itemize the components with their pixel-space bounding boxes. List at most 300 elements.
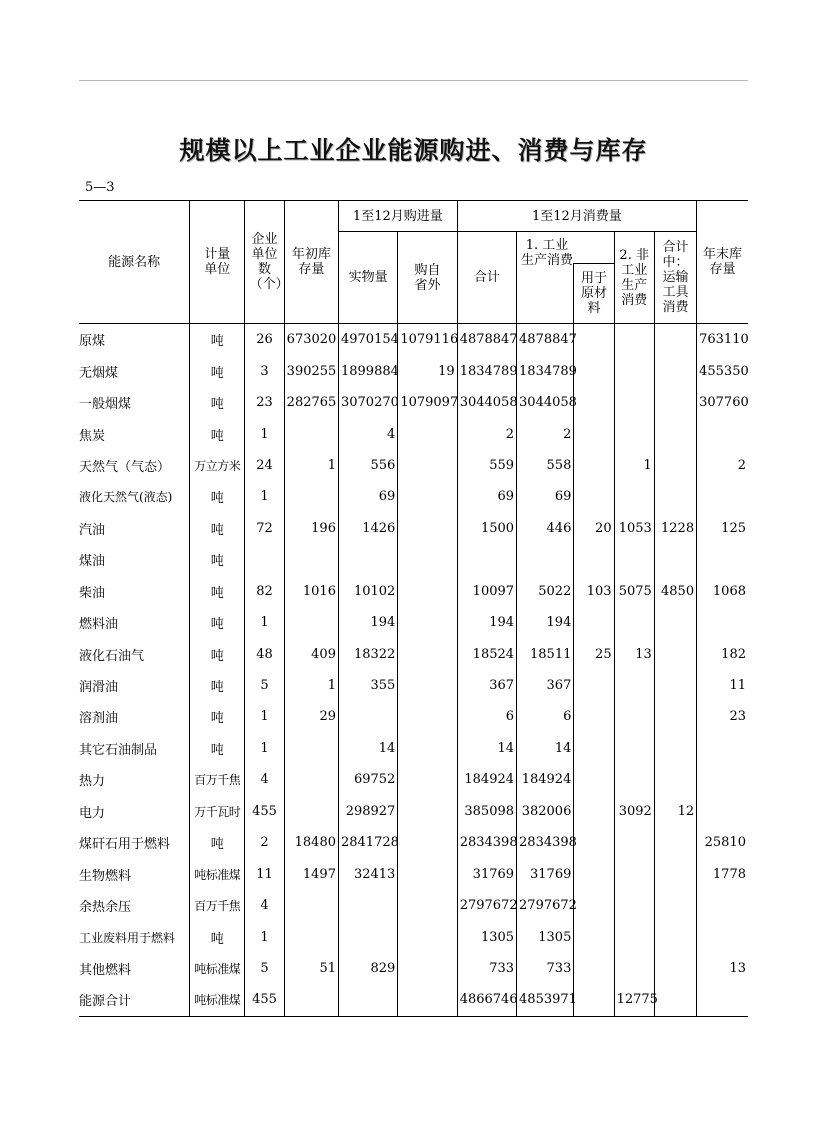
raw-material-cell xyxy=(574,858,614,889)
consumption-total-cell: 14 xyxy=(457,733,516,764)
consumption-total-cell: 367 xyxy=(457,670,516,701)
non-industrial-cell xyxy=(614,355,654,386)
consumption-total-cell: 2 xyxy=(457,418,516,449)
transport-cell xyxy=(654,355,696,386)
purchase-outside-cell xyxy=(398,701,457,732)
non-industrial-cell xyxy=(614,670,654,701)
purchase-outside-cell: 19 xyxy=(398,355,457,386)
opening-stock-cell xyxy=(284,481,338,512)
consumption-total-cell: 2797672 xyxy=(457,890,516,921)
physical-amount-cell: 10102 xyxy=(338,576,397,607)
closing-stock-cell xyxy=(697,544,748,575)
consumption-total-cell: 184924 xyxy=(457,764,516,795)
opening-stock-cell: 282765 xyxy=(284,387,338,418)
purchase-outside-cell xyxy=(398,513,457,544)
opening-stock-cell xyxy=(284,921,338,952)
physical-amount-cell xyxy=(338,890,397,921)
raw-material-cell xyxy=(574,670,614,701)
closing-stock-cell xyxy=(697,481,748,512)
company-count-cell: 3 xyxy=(245,355,284,386)
header-physical-amount: 实物量 xyxy=(338,232,397,324)
energy-name-cell: 余热余压 xyxy=(79,890,190,921)
non-industrial-cell: 13 xyxy=(614,638,654,669)
industrial-consumption-cell: 3044058 xyxy=(517,387,574,418)
company-count-cell xyxy=(245,544,284,575)
closing-stock-cell: 182 xyxy=(697,638,748,669)
company-count-cell: 4 xyxy=(245,890,284,921)
consumption-total-cell: 10097 xyxy=(457,576,516,607)
raw-material-cell xyxy=(574,953,614,984)
energy-name-cell: 热力 xyxy=(79,764,190,795)
opening-stock-cell xyxy=(284,544,338,575)
physical-amount-cell: 556 xyxy=(338,450,397,481)
non-industrial-cell: 12775 xyxy=(614,984,654,1016)
physical-amount-cell: 194 xyxy=(338,607,397,638)
consumption-total-cell xyxy=(457,544,516,575)
raw-material-cell xyxy=(574,984,614,1016)
purchase-outside-cell xyxy=(398,764,457,795)
table-row xyxy=(79,513,748,544)
non-industrial-cell xyxy=(614,827,654,858)
table-row xyxy=(79,324,748,356)
transport-cell xyxy=(654,890,696,921)
closing-stock-cell xyxy=(697,921,748,952)
closing-stock-cell xyxy=(697,607,748,638)
transport-cell: 4850 xyxy=(654,576,696,607)
table-row xyxy=(79,607,748,638)
header-company-count: 企业单位数（个） xyxy=(245,201,284,324)
purchase-outside-cell xyxy=(398,733,457,764)
opening-stock-cell: 409 xyxy=(284,638,338,669)
unit-cell: 吨 xyxy=(190,701,245,732)
purchase-outside-cell xyxy=(398,796,457,827)
transport-cell: 12 xyxy=(654,796,696,827)
transport-cell xyxy=(654,953,696,984)
opening-stock-cell: 29 xyxy=(284,701,338,732)
raw-material-cell xyxy=(574,827,614,858)
transport-cell xyxy=(654,733,696,764)
physical-amount-cell: 2841728 xyxy=(338,827,397,858)
consumption-total-cell: 6 xyxy=(457,701,516,732)
non-industrial-cell xyxy=(614,764,654,795)
purchase-outside-cell xyxy=(398,858,457,889)
energy-name-cell: 煤油 xyxy=(79,544,190,575)
industrial-consumption-cell: 194 xyxy=(517,607,574,638)
purchase-outside-cell xyxy=(398,481,457,512)
purchase-outside-cell xyxy=(398,984,457,1016)
raw-material-cell xyxy=(574,921,614,952)
opening-stock-cell xyxy=(284,418,338,449)
energy-name-cell: 燃料油 xyxy=(79,607,190,638)
consumption-total-cell: 385098 xyxy=(457,796,516,827)
purchase-outside-cell xyxy=(398,827,457,858)
consumption-total-cell: 194 xyxy=(457,607,516,638)
table-number: 5—3 xyxy=(85,180,115,195)
transport-cell xyxy=(654,481,696,512)
non-industrial-cell: 5075 xyxy=(614,576,654,607)
company-count-cell: 1 xyxy=(245,607,284,638)
unit-cell: 吨 xyxy=(190,827,245,858)
energy-name-cell: 工业废料用于燃料 xyxy=(79,921,190,952)
energy-name-cell: 能源合计 xyxy=(79,984,190,1016)
physical-amount-cell xyxy=(338,544,397,575)
header-total: 合计 xyxy=(457,232,516,324)
energy-name-cell: 原煤 xyxy=(79,324,190,356)
table-row xyxy=(79,827,748,858)
opening-stock-cell xyxy=(284,764,338,795)
closing-stock-cell: 763110 xyxy=(697,324,748,356)
industrial-consumption-cell: 4878847 xyxy=(517,324,574,356)
industrial-consumption-cell: 69 xyxy=(517,481,574,512)
raw-material-cell xyxy=(574,701,614,732)
industrial-consumption-cell: 14 xyxy=(517,733,574,764)
physical-amount-cell: 69752 xyxy=(338,764,397,795)
purchase-outside-cell xyxy=(398,890,457,921)
company-count-cell: 5 xyxy=(245,953,284,984)
raw-material-cell: 25 xyxy=(574,638,614,669)
unit-cell: 吨 xyxy=(190,921,245,952)
closing-stock-cell xyxy=(697,984,748,1016)
header-purchase-group: 1至12月购进量 xyxy=(338,201,457,232)
industrial-consumption-cell: 2 xyxy=(517,418,574,449)
opening-stock-cell: 673020 xyxy=(284,324,338,356)
table-row xyxy=(79,481,748,512)
physical-amount-cell: 1426 xyxy=(338,513,397,544)
unit-cell: 吨 xyxy=(190,638,245,669)
industrial-consumption-cell: 31769 xyxy=(517,858,574,889)
closing-stock-cell: 125 xyxy=(697,513,748,544)
physical-amount-cell xyxy=(338,701,397,732)
non-industrial-cell xyxy=(614,733,654,764)
unit-cell: 吨 xyxy=(190,513,245,544)
energy-table xyxy=(79,200,748,1017)
unit-cell: 吨 xyxy=(190,576,245,607)
energy-name-cell: 其他燃料 xyxy=(79,953,190,984)
physical-amount-cell: 829 xyxy=(338,953,397,984)
physical-amount-cell: 32413 xyxy=(338,858,397,889)
non-industrial-cell xyxy=(614,324,654,356)
energy-name-cell: 其它石油制品 xyxy=(79,733,190,764)
unit-cell: 万立方米 xyxy=(190,450,245,481)
purchase-outside-cell xyxy=(398,418,457,449)
table-row xyxy=(79,638,748,669)
company-count-cell: 1 xyxy=(245,481,284,512)
closing-stock-cell xyxy=(697,733,748,764)
closing-stock-cell: 2 xyxy=(697,450,748,481)
raw-material-cell xyxy=(574,764,614,795)
raw-material-cell xyxy=(574,481,614,512)
non-industrial-cell: 1053 xyxy=(614,513,654,544)
industrial-consumption-cell: 558 xyxy=(517,450,574,481)
industrial-consumption-cell: 2834398 xyxy=(517,827,574,858)
energy-name-cell: 电力 xyxy=(79,796,190,827)
company-count-cell: 24 xyxy=(245,450,284,481)
raw-material-cell xyxy=(574,733,614,764)
raw-material-cell: 103 xyxy=(574,576,614,607)
transport-cell xyxy=(654,450,696,481)
table-row xyxy=(79,921,748,952)
unit-cell: 吨标准煤 xyxy=(190,858,245,889)
opening-stock-cell xyxy=(284,796,338,827)
industrial-consumption-cell: 1305 xyxy=(517,921,574,952)
header-unit: 计量单位 xyxy=(190,201,245,324)
opening-stock-cell: 18480 xyxy=(284,827,338,858)
closing-stock-cell: 11 xyxy=(697,670,748,701)
transport-cell xyxy=(654,670,696,701)
opening-stock-cell: 1016 xyxy=(284,576,338,607)
table-row xyxy=(79,858,748,889)
opening-stock-cell: 1 xyxy=(284,670,338,701)
transport-cell xyxy=(654,418,696,449)
unit-cell: 吨 xyxy=(190,324,245,356)
header-industrial-label: 1. 工业生产消费 xyxy=(517,264,574,324)
industrial-consumption-cell: 446 xyxy=(517,513,574,544)
physical-amount-cell: 18322 xyxy=(338,638,397,669)
energy-name-cell: 柴油 xyxy=(79,576,190,607)
energy-name-cell: 溶剂油 xyxy=(79,701,190,732)
consumption-total-cell: 2834398 xyxy=(457,827,516,858)
transport-cell xyxy=(654,858,696,889)
non-industrial-cell xyxy=(614,544,654,575)
opening-stock-cell: 51 xyxy=(284,953,338,984)
closing-stock-cell xyxy=(697,890,748,921)
consumption-total-cell: 1305 xyxy=(457,921,516,952)
unit-cell: 吨 xyxy=(190,418,245,449)
physical-amount-cell: 69 xyxy=(338,481,397,512)
company-count-cell: 48 xyxy=(245,638,284,669)
transport-cell xyxy=(654,544,696,575)
purchase-outside-cell xyxy=(398,544,457,575)
unit-cell: 百万千焦 xyxy=(190,890,245,921)
physical-amount-cell: 1899884 xyxy=(338,355,397,386)
header-transport: 合计中：运输工具消费 xyxy=(654,232,696,324)
unit-cell: 吨 xyxy=(190,481,245,512)
table-row xyxy=(79,890,748,921)
non-industrial-cell: 1 xyxy=(614,450,654,481)
company-count-cell: 4 xyxy=(245,764,284,795)
physical-amount-cell: 298927 xyxy=(338,796,397,827)
company-count-cell: 26 xyxy=(245,324,284,356)
energy-name-cell: 生物燃料 xyxy=(79,858,190,889)
physical-amount-cell: 4 xyxy=(338,418,397,449)
energy-name-cell: 焦炭 xyxy=(79,418,190,449)
consumption-total-cell: 4866746 xyxy=(457,984,516,1016)
unit-cell: 百万千焦 xyxy=(190,764,245,795)
opening-stock-cell: 390255 xyxy=(284,355,338,386)
company-count-cell: 23 xyxy=(245,387,284,418)
table-row xyxy=(79,576,748,607)
non-industrial-cell xyxy=(614,921,654,952)
industrial-consumption-cell: 18511 xyxy=(517,638,574,669)
non-industrial-cell xyxy=(614,890,654,921)
purchase-outside-cell xyxy=(398,670,457,701)
closing-stock-cell xyxy=(697,796,748,827)
energy-name-cell: 煤矸石用于燃料 xyxy=(79,827,190,858)
transport-cell xyxy=(654,984,696,1016)
unit-cell: 吨 xyxy=(190,670,245,701)
industrial-consumption-cell: 382006 xyxy=(517,796,574,827)
raw-material-cell: 20 xyxy=(574,513,614,544)
transport-cell xyxy=(654,607,696,638)
consumption-total-cell: 559 xyxy=(457,450,516,481)
transport-cell xyxy=(654,387,696,418)
header-energy-name: 能源名称 xyxy=(79,201,190,324)
transport-cell xyxy=(654,827,696,858)
closing-stock-cell xyxy=(697,764,748,795)
company-count-cell: 455 xyxy=(245,796,284,827)
energy-name-cell: 润滑油 xyxy=(79,670,190,701)
purchase-outside-cell xyxy=(398,450,457,481)
header-raw-material: 用于原材料 xyxy=(574,264,614,324)
header-rule xyxy=(79,80,748,81)
raw-material-cell xyxy=(574,450,614,481)
physical-amount-cell: 3070270 xyxy=(338,387,397,418)
industrial-consumption-cell: 4853971 xyxy=(517,984,574,1016)
table-row xyxy=(79,355,748,386)
company-count-cell: 1 xyxy=(245,418,284,449)
purchase-outside-cell xyxy=(398,953,457,984)
table-row xyxy=(79,418,748,449)
company-count-cell: 455 xyxy=(245,984,284,1016)
non-industrial-cell xyxy=(614,607,654,638)
non-industrial-cell xyxy=(614,387,654,418)
opening-stock-cell xyxy=(284,607,338,638)
industrial-consumption-cell xyxy=(517,544,574,575)
consumption-total-cell: 733 xyxy=(457,953,516,984)
table-row xyxy=(79,670,748,701)
energy-name-cell: 无烟煤 xyxy=(79,355,190,386)
opening-stock-cell: 1497 xyxy=(284,858,338,889)
non-industrial-cell xyxy=(614,858,654,889)
industrial-consumption-cell: 1834789 xyxy=(517,355,574,386)
raw-material-cell xyxy=(574,607,614,638)
non-industrial-cell: 3092 xyxy=(614,796,654,827)
closing-stock-cell xyxy=(697,418,748,449)
raw-material-cell xyxy=(574,387,614,418)
opening-stock-cell: 1 xyxy=(284,450,338,481)
header-closing-stock: 年末库存量 xyxy=(697,201,748,324)
transport-cell: 1228 xyxy=(654,513,696,544)
company-count-cell: 5 xyxy=(245,670,284,701)
consumption-total-cell: 1500 xyxy=(457,513,516,544)
page-title: 规模以上工业企业能源购进、消费与库存 xyxy=(179,136,648,165)
unit-cell: 吨标准煤 xyxy=(190,984,245,1016)
table-row xyxy=(79,733,748,764)
raw-material-cell xyxy=(574,418,614,449)
header-opening-stock: 年初库存量 xyxy=(284,201,338,324)
physical-amount-cell: 14 xyxy=(338,733,397,764)
company-count-cell: 1 xyxy=(245,733,284,764)
industrial-consumption-cell: 367 xyxy=(517,670,574,701)
closing-stock-cell: 1778 xyxy=(697,858,748,889)
opening-stock-cell xyxy=(284,733,338,764)
table-row xyxy=(79,764,748,795)
physical-amount-cell: 355 xyxy=(338,670,397,701)
energy-name-cell: 液化天然气(液态) xyxy=(79,481,190,512)
closing-stock-cell: 25810 xyxy=(697,827,748,858)
raw-material-cell xyxy=(574,890,614,921)
non-industrial-cell xyxy=(614,953,654,984)
closing-stock-cell: 23 xyxy=(697,701,748,732)
table-row xyxy=(79,701,748,732)
closing-stock-cell: 455350 xyxy=(697,355,748,386)
energy-name-cell: 一般烟煤 xyxy=(79,387,190,418)
industrial-consumption-cell: 6 xyxy=(517,701,574,732)
table-row xyxy=(79,544,748,575)
header-non-industrial: 2. 非工业生产消费 xyxy=(614,232,654,324)
table-row xyxy=(79,953,748,984)
header-purchase-outside: 购自省外 xyxy=(398,232,457,324)
physical-amount-cell xyxy=(338,921,397,952)
purchase-outside-cell: 1079116 xyxy=(398,324,457,356)
transport-cell xyxy=(654,701,696,732)
raw-material-cell xyxy=(574,324,614,356)
transport-cell xyxy=(654,638,696,669)
unit-cell: 吨标准煤 xyxy=(190,953,245,984)
transport-cell xyxy=(654,324,696,356)
opening-stock-cell xyxy=(284,984,338,1016)
header-consumption-group: 1至12月消费量 xyxy=(457,201,696,232)
company-count-cell: 1 xyxy=(245,921,284,952)
company-count-cell: 11 xyxy=(245,858,284,889)
table-row xyxy=(79,796,748,827)
consumption-total-cell: 4878847 xyxy=(457,324,516,356)
company-count-cell: 1 xyxy=(245,701,284,732)
unit-cell: 吨 xyxy=(190,733,245,764)
opening-stock-cell: 196 xyxy=(284,513,338,544)
industrial-consumption-cell: 184924 xyxy=(517,764,574,795)
consumption-total-cell: 69 xyxy=(457,481,516,512)
closing-stock-cell: 1068 xyxy=(697,576,748,607)
physical-amount-cell xyxy=(338,984,397,1016)
unit-cell: 吨 xyxy=(190,607,245,638)
unit-cell: 吨 xyxy=(190,544,245,575)
energy-name-cell: 液化石油气 xyxy=(79,638,190,669)
non-industrial-cell xyxy=(614,701,654,732)
opening-stock-cell xyxy=(284,890,338,921)
energy-name-cell: 天然气（气态） xyxy=(79,450,190,481)
consumption-total-cell: 1834789 xyxy=(457,355,516,386)
purchase-outside-cell xyxy=(398,576,457,607)
purchase-outside-cell xyxy=(398,607,457,638)
raw-material-cell xyxy=(574,355,614,386)
table-row xyxy=(79,387,748,418)
purchase-outside-cell: 1079097 xyxy=(398,387,457,418)
physical-amount-cell: 4970154 xyxy=(338,324,397,356)
transport-cell xyxy=(654,764,696,795)
closing-stock-cell: 13 xyxy=(697,953,748,984)
company-count-cell: 2 xyxy=(245,827,284,858)
transport-cell xyxy=(654,921,696,952)
raw-material-cell xyxy=(574,544,614,575)
unit-cell: 万千瓦时 xyxy=(190,796,245,827)
non-industrial-cell xyxy=(614,418,654,449)
purchase-outside-cell xyxy=(398,921,457,952)
consumption-total-cell: 31769 xyxy=(457,858,516,889)
table-row xyxy=(79,450,748,481)
non-industrial-cell xyxy=(614,481,654,512)
unit-cell: 吨 xyxy=(190,355,245,386)
consumption-total-cell: 18524 xyxy=(457,638,516,669)
purchase-outside-cell xyxy=(398,638,457,669)
table-row xyxy=(79,984,748,1016)
company-count-cell: 72 xyxy=(245,513,284,544)
raw-material-cell xyxy=(574,796,614,827)
company-count-cell: 82 xyxy=(245,576,284,607)
unit-cell: 吨 xyxy=(190,387,245,418)
industrial-consumption-cell: 5022 xyxy=(517,576,574,607)
consumption-total-cell: 3044058 xyxy=(457,387,516,418)
